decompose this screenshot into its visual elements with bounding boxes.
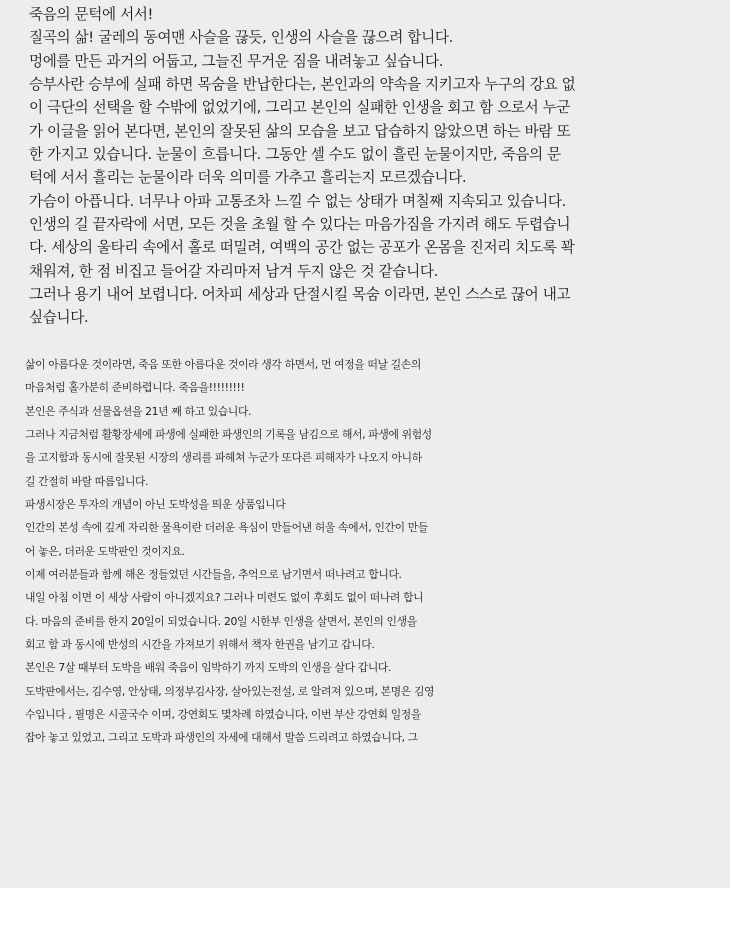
text-line: 파생시장은 투자의 개념이 아닌 도박성을 띄운 상품입니다 — [25, 497, 286, 511]
text-line: 다. 세상의 울타리 속에서 홀로 떠밀려, 여백의 공간 없는 공포가 온몸을 진저리 치도록 꽉 — [29, 239, 575, 257]
text-line: 어 놓은, 더러운 도박판인 것이지요. — [25, 544, 185, 558]
text-line: 그러나 지금처럼 활황장세에 파생에 실패한 파생인의 기록을 남김으로 해서, 파생에 위험성 — [25, 427, 432, 441]
text-line: 이제 여러분들과 함께 해온 정들었던 시간들을, 추억으로 남기면서 떠나려고 합니다. — [25, 567, 402, 581]
text-line: 수입니다 , 필명은 시골국수 이며, 강연회도 몇차례 하였습니다, 이번 부산 강연회 일정을 — [25, 707, 421, 721]
text-line: 승부사란 승부에 실패 하면 목숨을 반납한다는, 본인과의 약속을 지키고자 누구의 강요 없 — [29, 76, 576, 94]
text-line: 이 극단의 선택을 할 수밖에 없었기에, 그리고 본인의 실패한 인생을 회고 함 으로서 누군 — [29, 99, 571, 117]
text-line: 잡아 놓고 있었고, 그리고 도박과 파생인의 자세에 대해서 말씀 드리려고 하였습니다, 그 — [25, 731, 418, 745]
text-line: 그러나 용기 내어 보렵니다. 어차피 세상과 단절시킬 목숨 이라면, 본인 스스로 끊어 내고 — [29, 286, 571, 304]
text-line: 인생의 길 끝자락에 서면, 모든 것을 초월 할 수 있다는 마음가짐을 가지려 해도 두렵습니 — [29, 216, 571, 234]
text-line: 가슴이 아픕니다. 너무나 아파 고통조차 느낄 수 없는 상태가 며칠째 지속되고 있습니다. — [29, 192, 566, 210]
text-line: 도박판에서는, 김수영, 안상태, 의정부김사장, 살아있는전설, 로 알려져 있으며, 본명은 김영 — [25, 684, 435, 698]
text-line: 길 간절히 바랄 따름입니다. — [25, 474, 149, 488]
section-2 — [25, 330, 720, 750]
text-line: 질곡의 삶! 굴레의 동여맨 사슬을 끊듯, 인생의 사슬을 끊으려 합니다. — [29, 29, 453, 47]
text-line: 채워져, 한 점 비집고 들어갈 자리마저 남겨 두지 않은 것 같습니다. — [29, 262, 438, 280]
text-line: 본인은 7살 때부터 도박을 배워 죽음이 임박하기 까지 도박의 인생을 살다 갑니다. — [25, 661, 392, 675]
text-line: 싶습니다. — [29, 309, 89, 327]
text-line: 삶이 아름다운 것이라면, 죽음 또한 아름다운 것이라 생각 하면서, 먼 여정을 떠날 길손의 — [25, 357, 421, 371]
text-line: 가 이글을 읽어 본다면, 본인의 잘못된 삶의 모습을 보고 답습하지 않았으면 하는 바람 또 — [29, 122, 571, 140]
text-line: 마음처럼 홀가분히 준비하렵니다. 죽음을!!!!!!!!! — [25, 381, 245, 395]
text-line: 인간의 본성 속에 깊게 자리한 물욕이란 더러운 욕심이 만들어낸 허울 속에서, 인간이 만들 — [25, 521, 428, 535]
text-line: 회고 함 과 동시에 반성의 시간을 가져보기 위해서 책자 한권을 남기고 갑니다. — [25, 637, 375, 651]
section-1 — [29, 3, 720, 330]
text-line: 내일 아침 이면 이 세상 사람이 아니겠지요? 그러나 미련도 없이 후회도 없이 떠나려 합니 — [25, 591, 424, 605]
text-line: 멍에를 만든 과거의 어둡고, 그늘진 무거운 짐을 내려놓고 싶습니다. — [29, 52, 444, 70]
text-line: 다. 마음의 준비를 한지 20일이 되었습니다. 20일 시한부 인생을 살면서, 본인의 인생을 — [25, 614, 417, 628]
text-line: 본인은 주식과 선물옵션을 21년 째 하고 있습니다. — [25, 404, 252, 418]
text-line: 턱에 서서 흘리는 눈물이라 더욱 의미를 가추고 흘리는지 모르겠습니다. — [29, 169, 467, 187]
text-line: 을 고지함과 동시에 잘못된 시장의 생리를 파헤쳐 누군가 또다른 피해자가 나오지 아니하 — [25, 451, 422, 465]
text-line: 한 가지고 있습니다. 눈물이 흐릅니다. 그동안 셀 수도 없이 흘린 눈물이지만, 죽음의 문 — [29, 146, 561, 164]
text-line: 죽음의 문턱에 서서! — [29, 6, 154, 23]
